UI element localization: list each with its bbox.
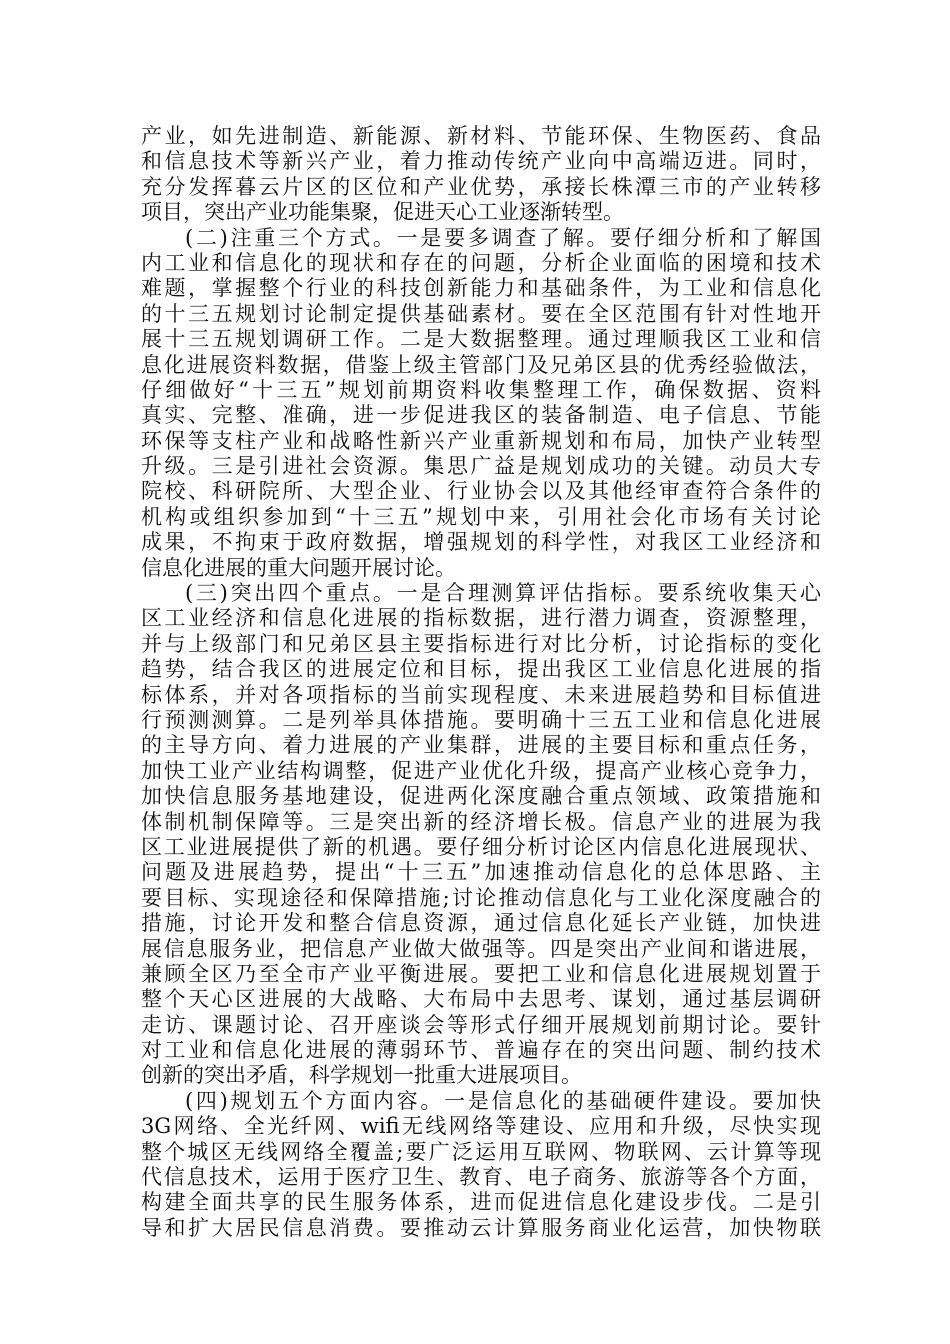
text-line: 区工业经济和信息化进展的指标数据，进行潜力调查，资源整理，: [141, 606, 821, 631]
paragraph-first-line: (三)突出四个重点。一是合理测算评估指标。要系统收集天心: [185, 581, 821, 606]
text-line: 展十三五规划调研工作。二是大数据整理。通过理顺我区工业和信: [141, 327, 821, 352]
text-line: 措施，讨论开发和整合信息资源，通过信息化延长产业链，加快进: [141, 911, 821, 936]
text-line: 信息化进展的重大问题开展讨论。: [141, 555, 456, 580]
paragraph-first-line: (四)规划五个方面内容。一是信息化的基础硬件建设。要加快: [185, 1088, 821, 1113]
text-line: 院校、科研院所、大型企业、行业协会以及其他经审查符合条件的: [141, 479, 821, 504]
text-line: 整个城区无线网络全覆盖;要广泛运用互联网、物联网、云计算等现: [141, 1139, 821, 1164]
text-line: 并与上级部门和兄弟区县主要指标进行对比分析，讨论指标的变化: [141, 631, 821, 656]
paragraph-first-line: (二)注重三个方式。一是要多调查了解。要仔细分析和了解国: [185, 225, 821, 250]
text-line: 要目标、实现途径和保障措施;讨论推动信息化与工业化深度融合的: [141, 885, 821, 910]
text-line: 整个天心区进展的大战略、大布局中去思考、谋划，通过基层调研: [141, 987, 821, 1012]
text-line: 体制机制保障等。三是突出新的经济增长极。信息产业的进展为我: [141, 809, 821, 834]
text-line: 环保等支柱产业和战略性新兴产业重新规划和布局，加快产业转型: [141, 428, 821, 453]
text-line: 问题及进展趋势，提出“十三五”加速推动信息化的总体思路、主: [141, 860, 821, 885]
text-line: 真实、完整、准确，进一步促进我区的装备制造、电子信息、节能: [141, 403, 821, 428]
text-line: 升级。三是引进社会资源。集思广益是规划成功的关键。动员大专: [141, 454, 821, 479]
text-line: 行预测测算。二是列举具体措施。要明确十三五工业和信息化进展: [141, 707, 821, 732]
text-line: 导和扩大居民信息消费。要推动云计算服务商业化运营，加快物联: [141, 1215, 821, 1240]
text-line: 的十三五规划讨论制定提供基础素材。要在全区范围有针对性地开: [141, 301, 821, 326]
text-line: 标体系，并对各项指标的当前实现程度、未来进展趋势和目标值进: [141, 682, 821, 707]
text-line: 3G网络、全光纤网、wifi无线网络等建设、应用和升级，尽快实现: [141, 1114, 821, 1139]
text-line: 成果，不拘束于政府数据，增强规划的科学性，对我区工业经济和: [141, 530, 821, 555]
text-line: 加快信息服务基地建设，促进两化深度融合重点领域、政策措施和: [141, 784, 821, 809]
text-line: 走访、课题讨论、召开座谈会等形式仔细开展规划前期讨论。要针: [141, 1012, 821, 1037]
text-line: 的主导方向、着力进展的产业集群，进展的主要目标和重点任务，: [141, 733, 821, 758]
text-line: 和信息技术等新兴产业，着力推动传统产业向中高端迈进。同时，: [141, 149, 821, 174]
text-line: 展信息服务业，把信息产业做大做强等。四是突出产业间和谐进展，: [141, 936, 821, 961]
text-line: 创新的突出矛盾，科学规划一批重大进展项目。: [141, 1063, 582, 1088]
body-text: [141, 124, 821, 1241]
text-line: 息化进展资料数据，借鉴上级主管部门及兄弟区县的优秀经验做法，: [141, 352, 821, 377]
text-line: 项目，突出产业功能集聚，促进天心工业逐渐转型。: [141, 200, 624, 225]
text-line: 充分发挥暮云片区的区位和产业优势，承接长株潭三市的产业转移: [141, 174, 821, 199]
text-line: 构建全面共享的民生服务体系，进而促进信息化建设步伐。二是引: [141, 1190, 821, 1215]
text-line: 代信息技术，运用于医疗卫生、教育、电子商务、旅游等各个方面，: [141, 1165, 821, 1190]
text-line: 产业，如先进制造、新能源、新材料、节能环保、生物医药、食品: [141, 124, 821, 148]
text-line: 难题，掌握整个行业的科技创新能力和基础条件，为工业和信息化: [141, 276, 821, 301]
text-line: 区工业进展提供了新的机遇。要仔细分析讨论区内信息化进展现状、: [141, 834, 821, 859]
text-line: 仔细做好“十三五”规划前期资料收集整理工作，确保数据、资料: [141, 377, 821, 402]
text-line: 对工业和信息化进展的薄弱环节、普遍存在的突出问题、制约技术: [141, 1038, 821, 1063]
text-line: 兼顾全区乃至全市产业平衡进展。要把工业和信息化进展规划置于: [141, 961, 821, 986]
text-line: 加快工业产业结构调整，促进产业优化升级，提高产业核心竞争力，: [141, 758, 821, 783]
text-line: 内工业和信息化的现状和存在的问题，分析企业面临的困境和技术: [141, 250, 821, 275]
text-line: 机构或组织参加到“十三五”规划中来，引用社会化市场有关讨论: [141, 504, 821, 529]
text-line: 趋势，结合我区的进展定位和目标，提出我区工业信息化进展的指: [141, 657, 821, 682]
